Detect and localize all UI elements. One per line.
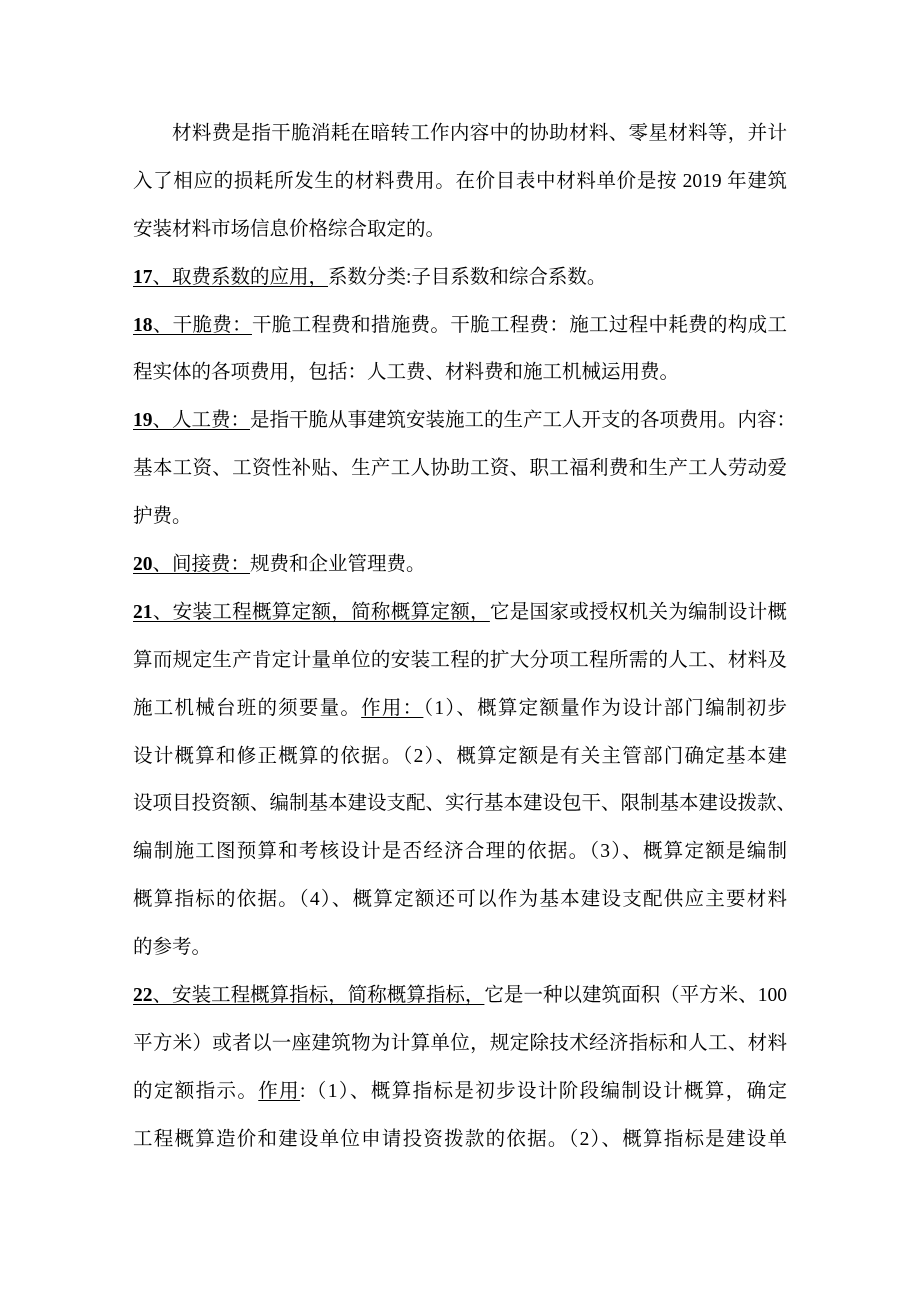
- line-text: 平方米）或者以一座建筑物为计算单位，规定除技术经济指标和人工、材料: [133, 1032, 787, 1054]
- text-line: [133, 1116, 787, 1164]
- text-line: [133, 1068, 787, 1116]
- text-line: [133, 541, 787, 589]
- text-line: [133, 397, 797, 445]
- document-body: [133, 110, 797, 1164]
- paragraph-item-17: [133, 254, 787, 302]
- text-line: [133, 972, 787, 1020]
- item-title: 、干脆费：: [152, 314, 252, 336]
- text-line: [133, 158, 787, 206]
- text-line: [133, 733, 787, 781]
- paragraph-material-cost: [133, 110, 787, 254]
- text-line: [133, 254, 787, 302]
- line-text: 的参考。: [133, 937, 212, 959]
- line-text: 概算指标的依据。（4）、概算定额还可以作为基本建设支配供应主要材料: [133, 889, 787, 911]
- line-text: 施工机械台班的须要量。: [133, 697, 362, 719]
- underlined-term: 作用: [258, 1080, 301, 1102]
- item-number: 22: [133, 985, 153, 1007]
- item-number: 20: [133, 554, 153, 576]
- line-text: 系数分类:子目系数和综合系数。: [328, 266, 607, 288]
- item-heading: [133, 267, 328, 288]
- text-line: [133, 206, 787, 254]
- line-text: 工程概算造价和建设单位申请投资拨款的依据。（2）、概算指标是建设单: [133, 1128, 787, 1150]
- item-heading: [133, 315, 252, 336]
- item-heading: [133, 554, 250, 575]
- line-text: 程实体的各项费用，包括：人工费、材料费和施工机械运用费。: [133, 362, 680, 384]
- text-line: [133, 780, 797, 828]
- paragraph-item-19: [133, 397, 797, 541]
- underlined-term: 作用：: [361, 697, 424, 719]
- paragraph-item-20: [133, 541, 787, 589]
- text-line: [133, 110, 787, 158]
- line-text: 的定额指示。: [133, 1080, 259, 1102]
- item-title: 、取费系数的应用，: [152, 266, 329, 288]
- line-text: （1）、概算定额量作为设计部门编制初步: [423, 697, 787, 719]
- text-line: [133, 685, 787, 733]
- item-heading: [133, 410, 250, 431]
- text-line: [133, 876, 787, 924]
- line-text: 护费。: [133, 506, 192, 528]
- text-line: [133, 445, 787, 493]
- line-text: 入了相应的损耗所发生的材料费用。在价目表中材料单价是按 2019 年建筑: [133, 170, 787, 192]
- item-title: 、人工费：: [152, 410, 251, 432]
- item-title: 、安装工程概算定额，简称概算定额，: [152, 601, 490, 623]
- item-heading: [133, 985, 484, 1006]
- text-line: [133, 924, 787, 972]
- text-line: [133, 302, 787, 350]
- line-text: 干脆工程费和措施费。干脆工程费：施工过程中耗费的构成工: [251, 314, 787, 336]
- line-text: 安装材料市场信息价格综合取定的。: [133, 218, 446, 240]
- line-text: 它是国家或授权机关为编制设计概: [489, 601, 787, 623]
- line-text: 设计概算和修正概算的依据。（2）、概算定额是有关主管部门确定基本建: [133, 745, 787, 767]
- item-number: 18: [133, 314, 153, 336]
- line-text: 算而规定生产肯定计量单位的安装工程的扩大分项工程所需的人工、材料及: [133, 649, 787, 671]
- paragraph-item-18: [133, 302, 787, 398]
- paragraph-item-22: [133, 972, 787, 1164]
- line-text: 是指干脆从事建筑安装施工的生产工人开支的各项费用。内容：: [250, 410, 797, 432]
- item-number: 19: [133, 410, 153, 432]
- text-line: [133, 828, 787, 876]
- text-line: [133, 589, 787, 637]
- line-text: 材料费是指干脆消耗在暗转工作内容中的协助材料、零星材料等，并计: [172, 123, 787, 144]
- paragraph-item-21: [133, 589, 797, 972]
- line-text: :（1）、概算指标是初步设计阶段编制设计概算，确定: [300, 1080, 787, 1102]
- text-line: [133, 1020, 787, 1068]
- text-line: [133, 349, 787, 397]
- item-heading: [133, 602, 490, 623]
- line-text: 编制施工图预算和考核设计是否经济合理的依据。（3）、概算定额是编制: [133, 841, 787, 863]
- item-number: 21: [133, 601, 153, 623]
- line-text: 规费和企业管理费。: [250, 554, 426, 576]
- line-text: 基本工资、工资性补贴、生产工人协助工资、职工福利费和生产工人劳动爱: [133, 458, 787, 480]
- text-line: [133, 493, 787, 541]
- line-text: 它是一种以建筑面积（平方米、100: [484, 985, 787, 1007]
- text-line: [133, 637, 787, 685]
- item-title: 、安装工程概算指标，简称概算指标，: [152, 985, 485, 1007]
- line-text: 设项目投资额、编制基本建设支配、实行基本建设包干、限制基本建设拨款、: [133, 793, 797, 815]
- item-number: 17: [133, 266, 153, 288]
- item-title: 、间接费：: [152, 554, 251, 576]
